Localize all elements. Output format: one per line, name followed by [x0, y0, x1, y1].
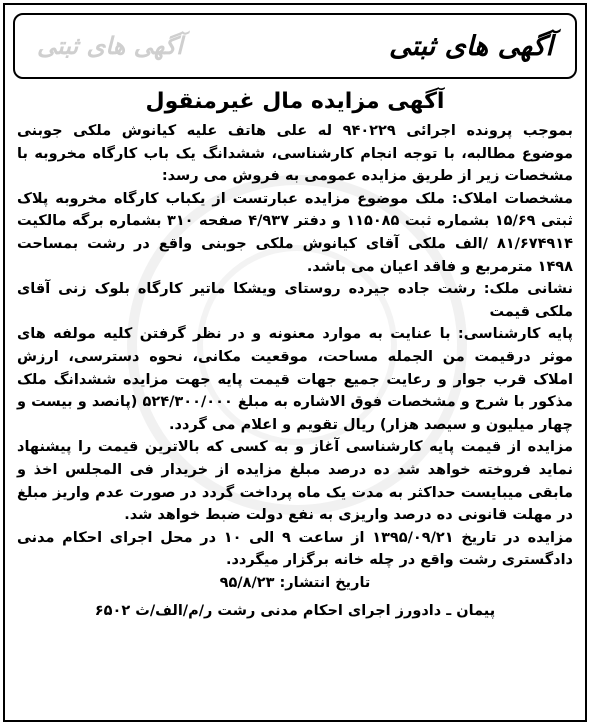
publish-date: تاریخ انتشار: ۹۵/۸/۲۳ — [219, 574, 371, 591]
notice-body — [17, 85, 573, 716]
section-banner — [13, 13, 577, 79]
paragraph-auction-date: مزایده در تاریخ ۱۳۹۵/۰۹/۲۱ از ساعت ۹ الی ۱۰ در محل اجرای احکام مدنی دادگستری رشت واقع در چله خانه برگزار میگردد. — [17, 529, 573, 569]
paragraph-intro: بموجب پرونده اجرائی ۹۴۰۲۲۹ له علی هاتف علیه کیانوش ملکی جوبنی موضوع مطالبه، با توجه انجام کارشناسی، ششدانگ یک باب کارگاه مخروبه با مشخصات زیر از طریق مزایده عمومی به فروش می رسد: — [17, 123, 573, 185]
paragraph-address: نشانی ملک: رشت جاده جیرده روستای ویشکا ماتیر کارگاه بلوک زنی آقای ملکی قیمت — [17, 281, 573, 320]
paragraph-appraisal: پایه کارشناسی: با عنایت به موارد معنونه و در نظر گرفتن کلیه مولفه های موثر درقیمت من الجمله مساحت، موقعیت مکانی، نحوه دسترسی، ارزش املاک قرب جوار و رعایت جمیع جهات قیمت پایه جهت مزایده ششدانگ ملک مذکور با شرح و مشخصات فوق الاشاره به مبلغ ۵۲۴/۳۰۰/۰۰۰ (پانصد و بیست و چهار میلیون و سیصد هزار) ریال تقویم و اعلام می گردد. — [17, 326, 573, 433]
notice-frame — [3, 3, 587, 722]
paragraph-property-specs: مشخصات املاک: ملک موضوع مزایده عبارتست از یکباب کارگاه مخروبه پلاک ثبتی ۱۵/۶۹ بشماره ثبت ۱۱۵۰۸۵ و دفتر ۴/۹۳۷ صفحه ۳۱۰ بشماره برگه مالکیت ۸۱/۶۷۴۹۱۴ /الف ملکی آقای کیانوش ملکی جوبنی واقع در رشت بمساحت ۱۴۹۸ مترمربع و فاقد اعیان می باشد. — [17, 190, 573, 275]
banner-ghost-title: آگهی های ثبتی — [37, 32, 183, 60]
banner-title: آگهی های ثبتی — [388, 30, 553, 62]
signature-line: پیمان ـ دادورز اجرای احکام مدنی رشت ر/م/الف/ث ۶۵۰۲ — [94, 603, 496, 620]
paragraph-auction-terms: مزایده از قیمت پایه کارشناسی آغاز و به کسی که بالاترین قیمت را پیشنهاد نماید فروخته خواهد شد ده درصد مبلغ مزایده از خریدار فی المجلس اخذ و مابقی میبایست حداکثر به مدت یک ماه پرداخت گردد در صورت عدم واریز مبلغ در مهلت قانونی ده درصد واریزی به نفع دولت ضبط خواهد شد. — [17, 439, 573, 524]
notice-headline: آگهی مزایده مال غیرمنقول — [145, 89, 445, 114]
